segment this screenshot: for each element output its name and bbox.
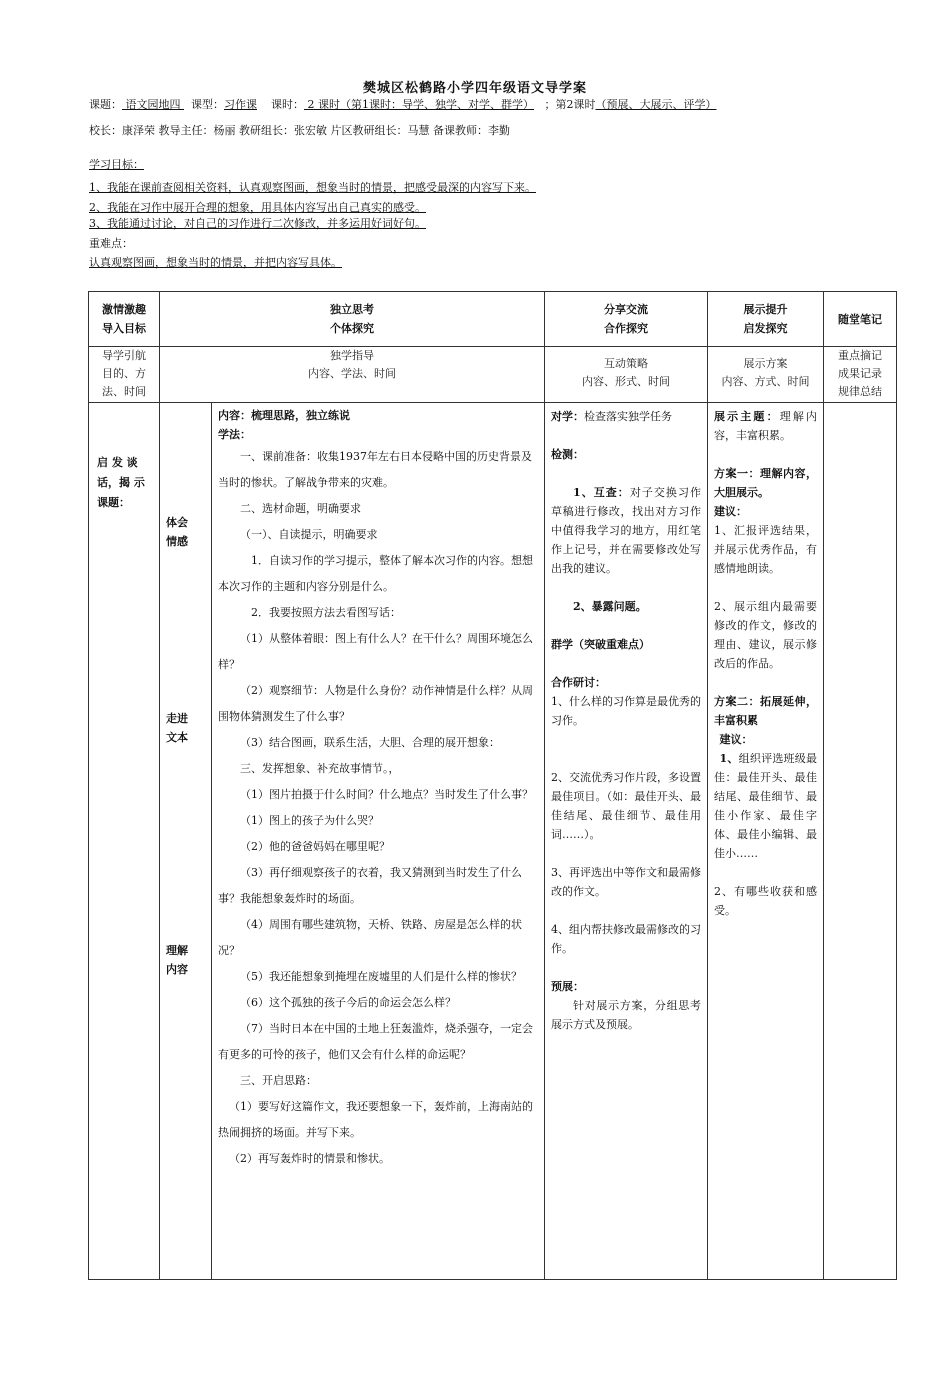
question-1: （1）图片拍摄于什么时间？什么地点？当时发生了什么事？ xyxy=(240,788,533,801)
plan-1-title: 方案一：理解内容，大胆展示。 xyxy=(714,467,817,499)
intro-text: 启 发 谈 话，揭 示 课题： xyxy=(97,456,145,509)
sub-col1: 导学引航 目的、方 法、时间 xyxy=(89,347,160,403)
cooperative-cell xyxy=(545,403,708,1280)
observe-2: （2）观察细节：人物是什么身份？动作神情是什么样？从周围物体猜测发生了什么事？ xyxy=(218,684,533,723)
label-text: 走进 文本 xyxy=(166,712,188,744)
type-value: 习作课 xyxy=(224,98,257,111)
goal-1: 1、我能在课前查阅相关资料，认真观察图画，想象当时的情景，把感受最深的内容写下来。 xyxy=(89,181,536,194)
label-understand: 理解 内容 xyxy=(166,944,188,976)
plan-1-advice-label: 建议： xyxy=(714,505,747,518)
type-label: 课型： xyxy=(191,98,224,111)
question-5: （4）周围有哪些建筑物，天桥、铁路、房屋是怎么样的状况？ xyxy=(218,918,522,957)
idea-1: （1）要写好这篇作文，我还要想象一下，轰炸前，上海南站的热闹拥挤的场面。并写下来。 xyxy=(218,1100,533,1139)
plan-2-item-2: 2、有哪些收获和感受。 xyxy=(714,885,817,917)
side-labels-cell xyxy=(160,403,212,1280)
content-heading: 内容：梳理思路，独立练说 xyxy=(218,409,350,422)
hours-label: 课时： xyxy=(271,98,304,111)
second-value: （预展、大展示、评学） xyxy=(595,98,717,111)
question-8: （7）当时日本在中国的土地上狂轰滥炸，烧杀强夺，一定会有更多的可怜的孩子，他们又会有什么样的命运呢？ xyxy=(218,1022,533,1061)
document-title: 樊城区松鹤路小学四年级语文导学案 xyxy=(362,81,587,96)
intro-cell xyxy=(89,403,160,1280)
open-ideas: 三、开启思路： xyxy=(240,1074,317,1087)
label-feel: 体会 情感 xyxy=(166,516,188,548)
head-col4: 展示提升 启发探究 xyxy=(708,292,824,347)
question-4: （3）再仔细观察孩子的衣着，我又猜测到当时发生了什么事？我能想象轰炸时的场面。 xyxy=(218,866,522,905)
sub-col5: 重点摘记 成果记录 规律总结 xyxy=(824,347,897,403)
content-row xyxy=(89,403,897,1280)
question-3: （2）他的爸爸妈妈在哪里呢？ xyxy=(240,840,390,853)
header-row xyxy=(89,292,897,347)
expose-problems: 2、暴露问题。 xyxy=(573,600,647,613)
observe-1: （1）从整体着眼：图上有什么人？在干什么？周围环境怎么样？ xyxy=(218,632,533,671)
presentation-cell xyxy=(708,403,824,1280)
notes-cell xyxy=(824,403,897,1280)
question-7: （6）这个孤独的孩子今后的命运会怎么样？ xyxy=(240,996,456,1009)
sub-col3: 互动策略 内容、形式、时间 xyxy=(545,347,708,403)
preview-label: 预展： xyxy=(551,980,584,993)
step-2-sub: （一）、自读提示，明确要求 xyxy=(240,528,378,541)
preview-text: 针对展示方案，分组思考展示方式及预展。 xyxy=(551,999,701,1031)
key-text: 认真观察图画，想象当时的情景，并把内容写具体。 xyxy=(89,256,342,269)
method-heading: 学法： xyxy=(218,428,251,441)
subheader-row xyxy=(89,347,897,403)
independent-study-cell xyxy=(212,403,545,1280)
head-col2: 独立思考 个体探究 xyxy=(160,292,545,347)
goals-label: 学习目标： xyxy=(89,158,144,171)
question-6: （5）我还能想象到掩埋在废墟里的人们是什么样的惨状？ xyxy=(240,970,522,983)
plan-1-item-1: 1、汇报评选结果，并展示优秀作品，有感情地朗读。 xyxy=(714,524,817,575)
discussion-item-2: 2、交流优秀习作片段，多设置最佳项目。（如：最佳开头、最佳结尾、最佳细节、最佳用词……）。 xyxy=(551,771,701,841)
question-2: （1）图上的孩子为什么哭？ xyxy=(240,814,379,827)
pair-study: 对学：检查落实独学任务 xyxy=(551,410,672,423)
head-col3: 分享交流 合作探究 xyxy=(545,292,708,347)
idea-2: （2）再写轰炸时的情景和惨状。 xyxy=(229,1152,390,1165)
discussion-label: 合作研讨： xyxy=(551,676,606,689)
plan-2-advice-label: 建议： xyxy=(719,733,753,746)
hours-value: 2 课时（第1课时：导学、独学、对学、群学） xyxy=(304,98,534,111)
plan-1-item-2: 2、展示组内最需要修改的作文，修改的理由、建议，展示修改后的作品。 xyxy=(714,600,817,670)
group-study-label: 群学（突破重难点） xyxy=(551,638,650,651)
lesson-table xyxy=(88,291,897,1280)
mutual-check: 1、互查：对子交换习作草稿进行修改，找出对方习作中值得我学习的地方，用红笔作上记号，并在需要修改处写出我的建议。 xyxy=(551,486,701,575)
staff-line: 校长：康泽荣 教导主任：杨丽 教研组长：张宏敏 片区教研组长：马慧 备课教师：李勤 xyxy=(89,124,510,137)
sub-col2: 独学指导 内容、学法、时间 xyxy=(160,347,545,403)
second-label: ；第2课时 xyxy=(544,98,596,111)
head-col1: 激情激趣 导入目标 xyxy=(89,292,160,347)
course-label: 课题： xyxy=(89,98,122,111)
presentation-theme: 展示主题：理解内容，丰富积累。 xyxy=(714,410,818,442)
step-2-item-2: 2．我要按照方法去看图写话： xyxy=(251,606,401,619)
course-info-line xyxy=(89,97,717,112)
discussion-item-1: 1、什么样的习作算是最优秀的习作。 xyxy=(551,695,701,727)
key-label: 重难点： xyxy=(89,237,133,250)
discussion-item-4: 4、组内帮扶修改最需修改的习作。 xyxy=(551,923,701,955)
course-value: 语文园地四 xyxy=(122,98,184,111)
step-1: 一、课前准备：收集1937年左右日本侵略中国的历史背景及当时的惨状。了解战争带来的灾难。 xyxy=(218,450,532,489)
plan-2-item-1: 1、组织评选班级最佳：最佳开头、最佳结尾、最佳细节、最佳小作家、最佳字体、最佳小编辑、最佳小…… xyxy=(714,752,818,860)
head-col5: 随堂笔记 xyxy=(824,292,897,347)
check-label: 检测： xyxy=(551,448,584,461)
sub-col4: 展示方案 内容、方式、时间 xyxy=(708,347,824,403)
discussion-item-3: 3、再评选出中等作文和最需修改的作文。 xyxy=(551,866,701,898)
step-3: 三、发挥想象、补充故事情节。， xyxy=(240,762,400,775)
step-2: 二、选材命题，明确要求 xyxy=(240,502,361,515)
plan-2-title: 方案二：拓展延伸，丰富积累 xyxy=(714,695,817,727)
goal-3: 3、我能通过讨论，对自己的习作进行二次修改，并多运用好词好句。 xyxy=(89,217,426,230)
goal-2: 2、我能在习作中展开合理的想象，用具体内容写出自己真实的感受。 xyxy=(89,201,426,214)
observe-3: （3）结合图画，联系生活，大胆、合理的展开想象： xyxy=(240,736,500,749)
step-2-item-1: 1．自读习作的学习提示，整体了解本次习作的内容。想想本次习作的主题和内容分别是什么。 xyxy=(218,554,533,593)
